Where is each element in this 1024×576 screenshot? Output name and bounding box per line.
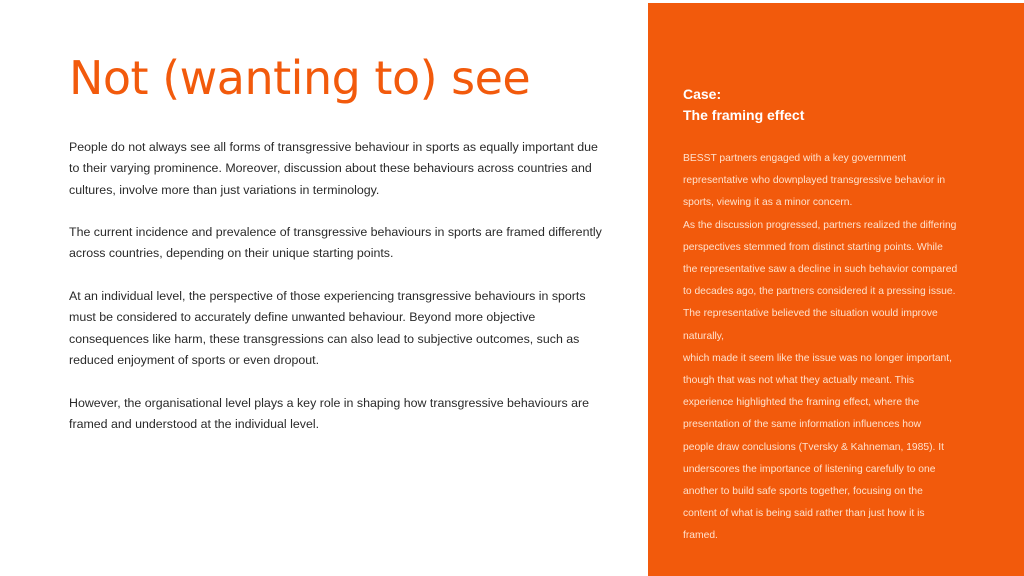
- case-line: content of what is being said rather than just how it is: [683, 508, 925, 520]
- case-line: The representative believed the situation would improve: [683, 308, 938, 320]
- case-line: perspectives stemmed from distinct starting points. While: [683, 241, 943, 253]
- case-line: which made it seem like the issue was no longer important,: [683, 352, 952, 364]
- case-line: underscores the importance of listening carefully to one: [683, 463, 936, 475]
- case-line: sports, viewing it as a minor concern.: [683, 197, 853, 209]
- case-line: presentation of the same information influences how: [683, 419, 922, 431]
- case-line: BESST partners engaged with a key government: [683, 153, 907, 164]
- case-line: As the discussion progressed, partners realized the differing: [683, 219, 957, 231]
- case-line: experience highlighted the framing effect, where the: [683, 397, 920, 409]
- case-line: to decades ago, the partners considered it a pressing issue.: [683, 286, 956, 298]
- case-line: another to build safe sports together, focusing on the: [683, 486, 923, 498]
- case-text: [683, 148, 993, 548]
- case-panel: [648, 3, 1024, 576]
- case-title: The framing effect: [683, 107, 805, 123]
- case-line: representative who downplayed transgressive behavior in: [683, 175, 946, 187]
- case-line: naturally,: [683, 330, 725, 342]
- slide-title: Not (wanting to) see: [69, 51, 531, 105]
- body-text: [69, 137, 609, 456]
- case-line: framed.: [683, 530, 718, 542]
- paragraph-organisational-level: However, the organisational level plays a key role in shaping how transgressive behaviours are framed and understood at the individual level.: [69, 395, 590, 431]
- case-line: the representative saw a decline in such behavior compared: [683, 264, 958, 276]
- case-line: people draw conclusions (Tversky & Kahneman, 1985). It: [683, 441, 944, 453]
- case-label: Case:: [683, 86, 722, 102]
- paragraph-individual-level: At an individual level, the perspective of those experiencing transgressive behaviours in sports must be considered to accurately define unwanted behaviour. Beyond more objective consequences like harm, these transgressions can also lead to subjective outcomes, such as reduced enjoyment of sports or even dropout.: [69, 289, 586, 367]
- paragraph-framing: The current incidence and prevalence of transgressive behaviours in sports are framed differently across countries, depending on their unique starting points.: [69, 225, 602, 261]
- case-line: though that was not what they actually meant. This: [683, 375, 915, 387]
- paragraph-prominence: People do not always see all forms of transgressive behaviour in sports as equally important due to their varying prominence. Moreover, discussion about these behaviours across countries and cultures, involve more than just variations in terminology.: [69, 140, 598, 197]
